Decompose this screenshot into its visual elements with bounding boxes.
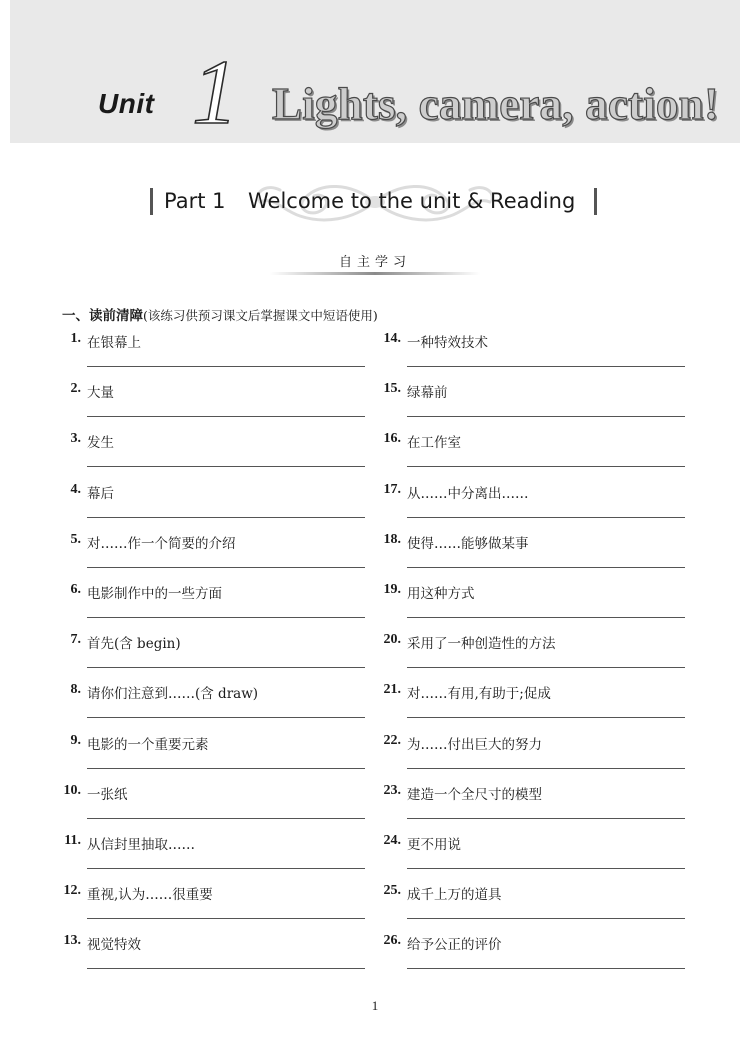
phrase-item — [59, 381, 369, 431]
answer-line[interactable] — [87, 617, 365, 618]
phrase-item — [59, 532, 369, 582]
answer-line[interactable] — [87, 968, 365, 969]
item-prompt: 幕后 — [87, 485, 114, 502]
answer-line[interactable] — [407, 818, 685, 819]
answer-line[interactable] — [87, 517, 365, 518]
part-heading-left-bar — [150, 188, 153, 215]
item-number: 12. — [63, 883, 81, 899]
item-prompt: 采用了一种创造性的方法 — [407, 636, 556, 653]
item-prompt: 从信封里抽取…… — [87, 837, 195, 853]
item-number: 18. — [383, 531, 401, 547]
phrase-item — [59, 833, 369, 883]
answer-line[interactable] — [407, 868, 685, 869]
answer-line[interactable] — [407, 416, 685, 417]
exercise-note: (该练习供预习课文后掌握课文中短语使用) — [143, 308, 378, 323]
item-prompt: 建造一个全尺寸的模型 — [407, 786, 542, 803]
unit-banner — [10, 0, 740, 143]
part-heading — [150, 182, 600, 222]
answer-line[interactable] — [407, 617, 685, 618]
item-number: 26. — [383, 933, 401, 949]
part-label: Part 1 — [164, 189, 226, 213]
answer-line[interactable] — [407, 968, 685, 969]
item-number: 9. — [70, 732, 81, 748]
answer-line[interactable] — [407, 918, 685, 919]
item-number: 6. — [70, 582, 81, 597]
unit-number: 1 — [192, 41, 238, 143]
phrase-item — [379, 331, 689, 381]
item-prompt: 在工作室 — [407, 435, 461, 452]
answer-line[interactable] — [87, 667, 365, 668]
phrase-item — [379, 431, 689, 481]
answer-line[interactable] — [87, 818, 365, 819]
item-prompt: 用这种方式 — [407, 586, 475, 602]
item-number: 10. — [63, 782, 81, 798]
item-number: 23. — [383, 782, 401, 798]
answer-line[interactable] — [87, 918, 365, 919]
answer-line[interactable] — [87, 768, 365, 769]
answer-line[interactable] — [87, 868, 365, 869]
phrase-item — [59, 682, 369, 732]
phrase-item — [379, 682, 689, 732]
item-number: 22. — [383, 732, 401, 748]
phrase-item — [59, 331, 369, 381]
phrase-item — [379, 532, 689, 582]
item-prompt: 对……有用,有助于;促成 — [407, 686, 551, 703]
part-title: Welcome to the unit & Reading — [248, 189, 576, 213]
item-prompt: 一张纸 — [87, 786, 128, 803]
answer-line[interactable] — [87, 366, 365, 367]
phrase-item — [379, 381, 689, 431]
item-number: 2. — [70, 381, 81, 397]
phrase-item — [379, 933, 689, 983]
item-number: 24. — [383, 833, 401, 848]
item-prompt: 一种特效技术 — [407, 335, 488, 351]
item-prompt: 绿幕前 — [407, 385, 448, 402]
item-number: 17. — [383, 481, 401, 497]
item-number: 20. — [383, 632, 401, 648]
item-prompt: 首先(含 begin) — [87, 636, 181, 653]
phrase-item — [379, 783, 689, 833]
phrase-item — [379, 833, 689, 883]
item-number: 1. — [70, 331, 81, 346]
item-prompt: 在银幕上 — [87, 335, 141, 351]
section-tag-underline — [270, 272, 480, 275]
answer-line[interactable] — [87, 717, 365, 718]
item-number: 13. — [63, 933, 81, 949]
answer-line[interactable] — [407, 366, 685, 367]
phrase-item — [379, 883, 689, 933]
item-number: 8. — [70, 682, 81, 698]
phrase-item — [379, 733, 689, 783]
phrase-item — [59, 933, 369, 983]
item-number: 14. — [383, 331, 401, 346]
phrase-item — [59, 632, 369, 682]
item-prompt: 重视,认为……很重要 — [87, 887, 213, 904]
answer-line[interactable] — [407, 466, 685, 467]
phrase-item — [59, 783, 369, 833]
exercise-heading — [62, 304, 378, 324]
item-prompt: 使得……能够做某事 — [407, 535, 529, 552]
item-number: 19. — [383, 582, 401, 597]
item-number: 11. — [64, 833, 81, 848]
phrase-item — [379, 582, 689, 632]
item-prompt: 对……作一个简要的介绍 — [87, 535, 236, 552]
item-prompt: 给予公正的评价 — [407, 937, 502, 954]
phrase-item — [59, 431, 369, 481]
answer-line[interactable] — [407, 768, 685, 769]
item-prompt: 电影制作中的一些方面 — [87, 586, 222, 602]
exercise-heading-label: 一、读前清障 — [62, 308, 143, 324]
unit-title: Lights, camera, action! — [272, 79, 720, 129]
phrase-item — [59, 733, 369, 783]
item-prompt: 发生 — [87, 435, 114, 452]
phrase-item — [379, 482, 689, 532]
phrase-item — [59, 883, 369, 933]
item-prompt: 更不用说 — [407, 837, 461, 853]
phrase-item — [59, 582, 369, 632]
item-prompt: 从……中分离出…… — [407, 485, 529, 502]
answer-line[interactable] — [407, 567, 685, 568]
item-prompt: 成千上万的道具 — [407, 887, 502, 904]
item-number: 25. — [383, 883, 401, 899]
item-number: 4. — [70, 481, 81, 497]
item-prompt: 视觉特效 — [87, 937, 141, 954]
answer-line[interactable] — [407, 717, 685, 718]
item-number: 3. — [70, 431, 81, 447]
item-number: 5. — [70, 531, 81, 547]
unit-word: Unit — [98, 88, 155, 119]
answer-line[interactable] — [407, 667, 685, 668]
item-number: 15. — [383, 381, 401, 397]
answer-line[interactable] — [407, 517, 685, 518]
item-prompt: 大量 — [87, 385, 114, 402]
answer-line[interactable] — [87, 466, 365, 467]
page-number: 1 — [371, 998, 379, 1013]
item-number: 7. — [70, 632, 81, 648]
item-number: 16. — [383, 431, 401, 447]
item-prompt: 电影的一个重要元素 — [87, 736, 209, 753]
section-tag: 自主学习 — [338, 255, 411, 270]
phrase-item — [59, 482, 369, 532]
item-prompt: 请你们注意到……(含 draw) — [87, 686, 259, 703]
answer-line[interactable] — [87, 567, 365, 568]
part-heading-right-bar — [594, 188, 597, 215]
item-number: 21. — [383, 682, 401, 698]
item-prompt: 为……付出巨大的努力 — [407, 736, 542, 753]
phrase-item — [379, 632, 689, 682]
answer-line[interactable] — [87, 416, 365, 417]
